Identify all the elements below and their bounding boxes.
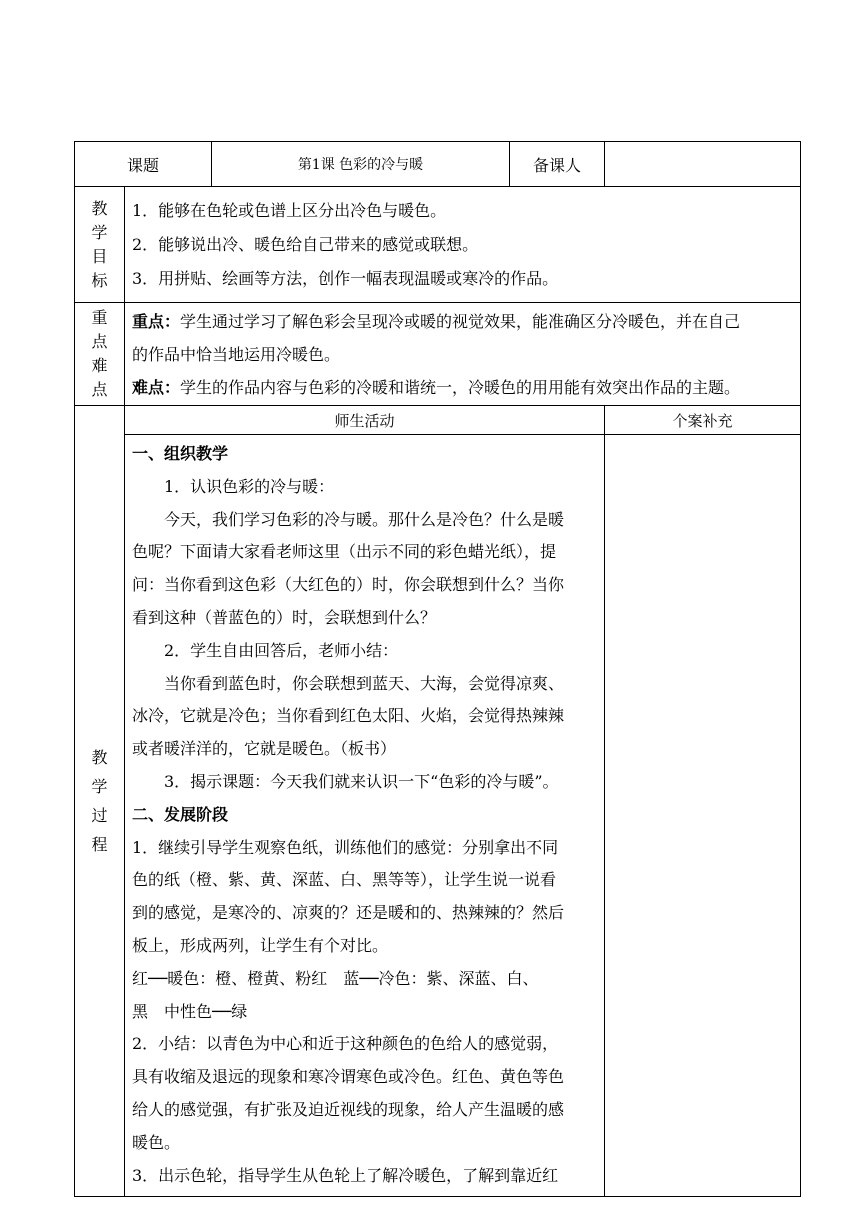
activity-line: 1．继续引导学生观察色纸，训练他们的感觉：分别拿出不同 [132,838,559,857]
key-points-label-char: 点 [91,332,108,351]
activity-line: 看到这种（普蓝色的）时，会联想到什么？ [132,608,437,627]
activity-line: 黑 中性色──绿 [132,1002,248,1021]
activity-line: 1．认识色彩的冷与暖： [132,477,335,496]
goal-item: 3．用拼贴、绘画等方法，创作一幅表现温暖或寒冷的作品。 [132,269,559,288]
process-label-char: 学 [91,777,108,796]
key-point-label: 重点： [132,312,181,331]
goal-item: 1．能够在色轮或色谱上区分出冷色与暖色。 [132,201,447,220]
activity-line: 到的感觉，是寒冷的、凉爽的？还是暖和的、热辣辣的？然后 [132,903,565,922]
process-label-char: 程 [91,835,108,854]
difficult-point-text: 学生的作品内容与色彩的冷暖和谐统一，冷暖色的用用能有效突出作品的主题。 [180,378,741,397]
activity-line: 3．出示色轮，指导学生从色轮上了解冷暖色，了解到靠近红 [132,1166,559,1185]
topic-label: 课题 [126,155,159,175]
activity-line: 或者暖洋洋的，它就是暖色。（板书） [132,739,397,758]
activity-line: 板上，形成两列，让学生有个对比。 [132,936,389,955]
activity-line: 色呢？下面请大家看老师这里（出示不同的彩色蜡光纸），提 [132,542,557,561]
activity-line: 具有收缩及退远的现象和寒冷谓寒色或冷色。红色、黄色等色 [132,1067,565,1086]
activity-line: 今天，我们学习色彩的冷与暖。那什么是冷色？什么是暖 [132,510,565,529]
goals-label [75,187,124,302]
preparer-value[interactable] [605,142,800,186]
table-border-right [800,141,801,1197]
activity-line: 2．学生自由回答后，老师小结： [132,641,399,660]
activity-line: 红──暖色：橙、橙黄、粉红 蓝──冷色：紫、深蓝、白、 [132,969,539,988]
activity-line: 当你看到蓝色时，你会联想到蓝天、大海，会觉得凉爽、 [132,674,565,693]
key-point-line: 的作品中恰当地运用冷暖色。 [132,345,341,364]
activity-line: 冰冷，它就是冷色；当你看到红色太阳、火焰，会觉得热辣辣 [132,706,565,725]
col-divider [124,186,125,1197]
process-label-char: 过 [91,806,108,825]
activity-line: 给人的感觉强，有扩张及迫近视线的现象，给人产生温暖的感 [132,1100,565,1119]
preparer-label: 备课人 [532,155,581,175]
goals-label-char: 标 [91,270,108,290]
section-heading: 一、组织教学 [132,444,229,463]
activity-line: 3．揭示课题：今天我们就来认识一下“色彩的冷与暖”。 [132,772,559,791]
goals-label-char: 学 [91,222,108,242]
activity-line: 问：当你看到这色彩（大红色的）时，你会联想到什么？当你 [132,575,565,594]
difficult-point-label: 难点： [132,378,181,397]
goals-label-char: 目 [91,246,108,266]
key-points-label-char: 难 [91,356,108,375]
goal-item: 2．能够说出冷、暖色给自己带来的感觉或联想。 [132,235,479,254]
process-label-char: 教 [91,748,108,767]
process-label [75,406,124,1196]
activity-line: 暖色。 [132,1133,181,1152]
key-points-label-char: 重 [91,308,108,327]
activity-column-header: 师生活动 [334,411,395,430]
key-points-label-char: 点 [91,380,108,399]
activity-line: 2．小结：以青色为中心和近于这种颜色的色给人的感觉弱， [132,1034,559,1053]
topic-value: 第1课 色彩的冷与暖 [297,157,424,173]
key-point-text: 学生通过学习了解色彩会呈现冷或暖的视觉效果，能准确区分冷暖色，并在自己 [180,312,741,331]
supplement-column-header: 个案补充 [672,411,733,430]
activity-content [132,0,602,1216]
supplement-area[interactable] [605,435,800,1196]
key-points-label [75,303,124,405]
activity-line: 色的纸（橙、紫、黄、深蓝、白、黑等等），让学生说一说看 [132,870,557,889]
goals-label-char: 教 [91,198,108,218]
section-heading: 二、发展阶段 [132,805,229,824]
